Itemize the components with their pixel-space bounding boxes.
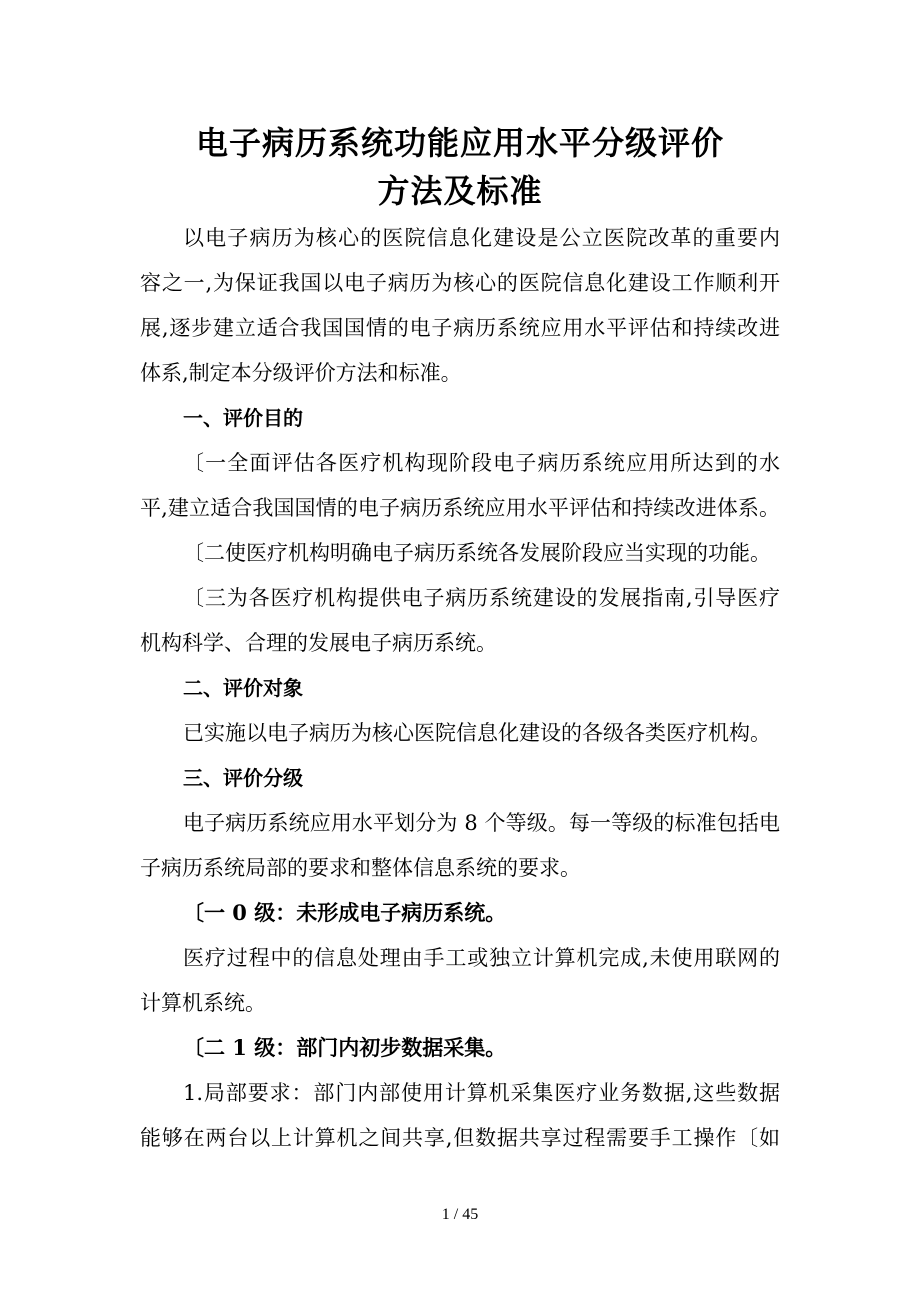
levels-text-line-1: 电子病历系统应用水平划分为 8 个等级。每一等级的标准包括电 bbox=[183, 811, 780, 835]
purpose-item-3-line-1: 〔三为各医疗机构提供电子病历系统建设的发展指南,引导医疗 bbox=[183, 586, 780, 610]
intro-line-1: 以电子病历为核心的医院信息化建设是公立医院改革的重要内 bbox=[183, 226, 780, 250]
level-0-text-line-1: 医疗过程中的信息处理由手工或独立计算机完成,未使用联网的 bbox=[183, 946, 780, 970]
purpose-item-1-line-1: 〔一全面评估各医疗机构现阶段电子病历系统应用所达到的水 bbox=[183, 451, 780, 475]
intro-line-4: 体系,制定本分级评价方法和标准。 bbox=[140, 361, 462, 385]
section-heading-target: 二、评价对象 bbox=[183, 676, 303, 700]
intro-line-3: 展,逐步建立适合我国国情的电子病历系统应用水平评估和持续改进 bbox=[140, 316, 780, 340]
levels-text-line-2: 子病历系统局部的要求和整体信息系统的要求。 bbox=[140, 856, 581, 880]
purpose-item-2: 〔二使医疗机构明确电子病历系统各发展阶段应当实现的功能。 bbox=[183, 541, 771, 565]
level-0-text-line-2: 计算机系统。 bbox=[140, 991, 266, 1015]
document-title-line-2: 方法及标准 bbox=[377, 172, 543, 210]
section-heading-purpose: 一、评价目的 bbox=[183, 406, 303, 430]
level-0-heading: 〔一 0 级：未形成电子病历系统。 bbox=[183, 900, 507, 925]
level-1-text-line-1: 1.局部要求：部门内部使用计算机采集医疗业务数据,这些数据 bbox=[183, 1081, 780, 1105]
target-text: 已实施以电子病历为核心医院信息化建设的各级各类医疗机构。 bbox=[183, 721, 771, 745]
document-title-line-1: 电子病历系统功能应用水平分级评价 bbox=[195, 124, 724, 162]
section-heading-levels: 三、评价分级 bbox=[183, 766, 303, 790]
level-1-text-line-2: 能够在两台以上计算机之间共享,但数据共享过程需要手工操作〔如 bbox=[140, 1126, 780, 1150]
intro-line-2: 容之一,为保证我国以电子病历为核心的医院信息化建设工作顺利开 bbox=[140, 271, 780, 295]
level-1-heading: 〔二 1 级：部门内初步数据采集。 bbox=[183, 1035, 507, 1060]
purpose-item-3-line-2: 机构科学、合理的发展电子病历系统。 bbox=[140, 631, 497, 655]
purpose-item-1-line-2: 平,建立适合我国国情的电子病历系统应用水平评估和持续改进体系。 bbox=[140, 496, 780, 520]
page-number: 1 / 45 bbox=[441, 1206, 479, 1223]
